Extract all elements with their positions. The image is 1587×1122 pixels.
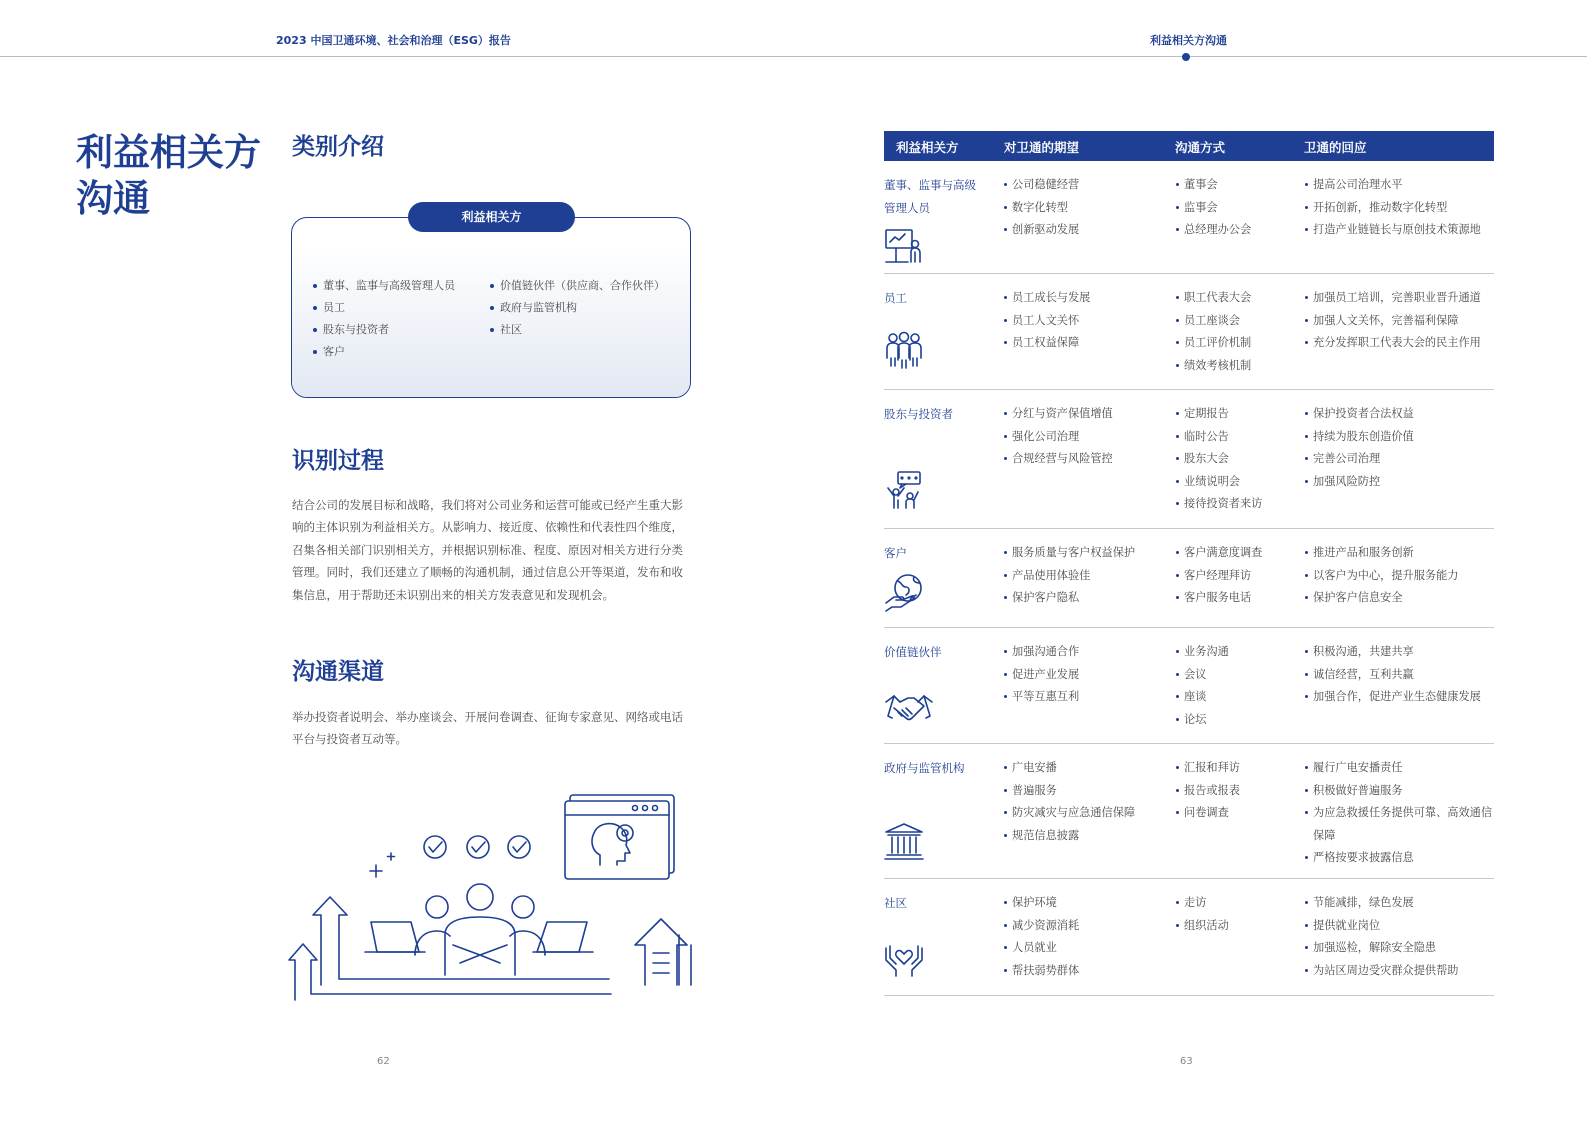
row-methods — [1176, 757, 1296, 825]
stakeholder-item: 价值链伙伴（供应商、合作伙伴） — [490, 275, 665, 297]
list-item: 定期报告 — [1176, 403, 1296, 426]
list-item: 员工座谈会 — [1176, 310, 1296, 333]
row-responses — [1305, 641, 1495, 709]
row-methods — [1176, 174, 1296, 242]
list-item: 提供就业岗位 — [1305, 915, 1495, 938]
row-responses — [1305, 403, 1495, 493]
list-item: 人员就业 — [1004, 937, 1169, 960]
list-item: 绩效考核机制 — [1176, 355, 1296, 378]
row-methods — [1176, 287, 1296, 377]
list-item: 以客户为中心，提升服务能力 — [1305, 565, 1495, 588]
list-item: 产品使用体验佳 — [1004, 565, 1169, 588]
investor-chat-icon — [884, 470, 924, 510]
list-item: 座谈 — [1176, 686, 1296, 709]
list-item: 节能减排，绿色发展 — [1305, 892, 1495, 915]
row-responses — [1305, 892, 1495, 982]
list-item: 组织活动 — [1176, 915, 1296, 938]
list-item: 走访 — [1176, 892, 1296, 915]
row-name-employees: 员工 — [884, 291, 907, 305]
row-divider — [884, 528, 1494, 529]
row-expectations — [1004, 892, 1169, 982]
list-item: 员工权益保障 — [1004, 332, 1169, 355]
handshake-icon — [884, 688, 934, 728]
list-item: 问卷调查 — [1176, 802, 1296, 825]
list-item: 接待投资者来访 — [1176, 493, 1296, 516]
list-item: 保护客户信息安全 — [1305, 587, 1495, 610]
table-header — [884, 131, 1494, 161]
row-name-shareholders: 股东与投资者 — [884, 407, 953, 421]
heart-hands-icon — [884, 938, 924, 978]
list-item: 帮扶弱势群体 — [1004, 960, 1169, 983]
header-divider — [0, 56, 1587, 57]
list-item: 保护投资者合法权益 — [1305, 403, 1495, 426]
row-methods — [1176, 892, 1296, 937]
list-item: 开拓创新，推动数字化转型 — [1305, 197, 1495, 220]
section-title: 利益相关方沟通 — [1150, 34, 1227, 47]
list-item: 减少资源消耗 — [1004, 915, 1169, 938]
list-item: 创新驱动发展 — [1004, 219, 1169, 242]
stakeholder-item: 社区 — [490, 319, 665, 341]
header-marker-dot — [1182, 53, 1190, 61]
list-item: 服务质量与客户权益保护 — [1004, 542, 1169, 565]
row-divider — [884, 878, 1494, 879]
list-item: 防灾减灾与应急通信保障 — [1004, 802, 1169, 825]
globe-hand-icon — [884, 573, 924, 613]
list-item: 加强风险防控 — [1305, 471, 1495, 494]
row-expectations — [1004, 542, 1169, 610]
row-expectations — [1004, 757, 1169, 847]
row-methods — [1176, 641, 1296, 731]
list-item: 加强人文关怀，完善福利保障 — [1305, 310, 1495, 333]
list-item: 持续为股东创造价值 — [1305, 426, 1495, 449]
list-item: 为站区周边受灾群众提供帮助 — [1305, 960, 1495, 983]
list-item: 业绩说明会 — [1176, 471, 1296, 494]
list-item: 总经理办公会 — [1176, 219, 1296, 242]
row-divider — [884, 743, 1494, 744]
list-item: 推进产品和服务创新 — [1305, 542, 1495, 565]
presentation-icon — [884, 226, 924, 266]
stakeholder-item: 客户 — [313, 341, 455, 363]
list-item: 员工人文关怀 — [1004, 310, 1169, 333]
list-item: 客户经理拜访 — [1176, 565, 1296, 588]
communication-illustration — [285, 785, 705, 1010]
list-item: 客户服务电话 — [1176, 587, 1296, 610]
channel-paragraph: 举办投资者说明会、举办座谈会、开展问卷调查、征询专家意见、网络或电话平台与投资者互动等。 — [292, 710, 683, 747]
stakeholder-item: 董事、监事与高级管理人员 — [313, 275, 455, 297]
row-responses — [1305, 542, 1495, 610]
stakeholder-item: 员工 — [313, 297, 455, 319]
row-expectations — [1004, 174, 1169, 242]
list-item: 促进产业发展 — [1004, 664, 1169, 687]
col-header-stakeholder: 利益相关方 — [896, 140, 959, 155]
row-divider — [884, 273, 1494, 274]
list-item: 汇报和拜访 — [1176, 757, 1296, 780]
stakeholder-item: 政府与监管机构 — [490, 297, 665, 319]
list-item: 保护环境 — [1004, 892, 1169, 915]
list-item: 监事会 — [1176, 197, 1296, 220]
row-responses — [1305, 174, 1495, 242]
list-item: 诚信经营，互利共赢 — [1305, 664, 1495, 687]
stakeholder-list-col1 — [313, 275, 455, 363]
section-heading-identify: 识别过程 — [292, 448, 384, 474]
list-item: 提高公司治理水平 — [1305, 174, 1495, 197]
row-divider — [884, 627, 1494, 628]
list-item: 员工评价机制 — [1176, 332, 1296, 355]
list-item: 加强沟通合作 — [1004, 641, 1169, 664]
row-name-community: 社区 — [884, 896, 907, 910]
list-item: 论坛 — [1176, 709, 1296, 732]
list-item: 员工成长与发展 — [1004, 287, 1169, 310]
row-methods — [1176, 403, 1296, 516]
list-item: 打造产业链链长与原创技术策源地 — [1305, 219, 1495, 242]
row-expectations — [1004, 287, 1169, 355]
stakeholder-list-col2 — [490, 275, 665, 341]
col-header-responses: 卫通的回应 — [1304, 140, 1367, 155]
list-item: 充分发挥职工代表大会的民主作用 — [1305, 332, 1495, 355]
list-item: 业务沟通 — [1176, 641, 1296, 664]
list-item: 严格按要求披露信息 — [1305, 847, 1495, 870]
list-item: 加强员工培训，完善职业晋升通道 — [1305, 287, 1495, 310]
page-title: 利益相关方沟通 — [76, 131, 261, 220]
stakeholder-item: 股东与投资者 — [313, 319, 455, 341]
list-item: 强化公司治理 — [1004, 426, 1169, 449]
row-divider — [884, 389, 1494, 390]
list-item: 加强合作，促进产业生态健康发展 — [1305, 686, 1495, 709]
row-divider — [884, 995, 1494, 996]
list-item: 股东大会 — [1176, 448, 1296, 471]
list-item: 报告或报表 — [1176, 780, 1296, 803]
row-name-government: 政府与监管机构 — [884, 761, 965, 775]
row-responses — [1305, 287, 1495, 355]
list-item: 广电安播 — [1004, 757, 1169, 780]
list-item: 规范信息披露 — [1004, 825, 1169, 848]
list-item: 保护客户隐私 — [1004, 587, 1169, 610]
section-heading-category: 类别介绍 — [292, 134, 384, 160]
list-item: 完善公司治理 — [1305, 448, 1495, 471]
government-building-icon — [884, 822, 924, 862]
row-name-management: 董事、监事与高级管理人员 — [884, 178, 976, 215]
row-methods — [1176, 542, 1296, 610]
team-icon — [884, 330, 924, 370]
list-item: 普遍服务 — [1004, 780, 1169, 803]
row-expectations — [1004, 641, 1169, 709]
list-item: 平等互惠互利 — [1004, 686, 1169, 709]
section-heading-channel: 沟通渠道 — [292, 659, 384, 685]
list-item: 积极沟通，共建共享 — [1305, 641, 1495, 664]
row-responses — [1305, 757, 1495, 870]
list-item: 合规经营与风险管控 — [1004, 448, 1169, 471]
row-name-customers: 客户 — [884, 546, 907, 560]
list-item: 临时公告 — [1176, 426, 1296, 449]
card-title-pill: 利益相关方 — [408, 202, 575, 232]
list-item: 加强巡检，解除安全隐患 — [1305, 937, 1495, 960]
col-header-expectations: 对卫通的期望 — [1004, 140, 1080, 155]
page-number-right: 63 — [1180, 1056, 1193, 1067]
list-item: 分红与资产保值增值 — [1004, 403, 1169, 426]
col-header-methods: 沟通方式 — [1175, 140, 1226, 155]
list-item: 客户满意度调查 — [1176, 542, 1296, 565]
list-item: 会议 — [1176, 664, 1296, 687]
list-item: 董事会 — [1176, 174, 1296, 197]
list-item: 积极做好普遍服务 — [1305, 780, 1495, 803]
list-item: 公司稳健经营 — [1004, 174, 1169, 197]
list-item: 为应急救援任务提供可靠、高效通信保障 — [1305, 802, 1495, 847]
list-item: 数字化转型 — [1004, 197, 1169, 220]
row-expectations — [1004, 403, 1169, 471]
identify-paragraph: 结合公司的发展目标和战略，我们将对公司业务和运营可能或已经产生重大影响的主体识别为利益相关方。从影响力、接近度、依赖性和代表性四个维度，召集各相关部门识别相关方，并根据识别标准、程度、原因对相关方进行分类管理。同时，我们还建立了顺畅的沟通机制，通过信息公开等渠道，发布和收集信息，用于帮助还未识别出来的相关方发表意见和发现机会。 — [292, 498, 683, 602]
list-item: 履行广电安播责任 — [1305, 757, 1495, 780]
row-name-partners: 价值链伙伴 — [884, 645, 942, 659]
page-number-left: 62 — [377, 1056, 390, 1067]
list-item: 职工代表大会 — [1176, 287, 1296, 310]
report-title: 2023 中国卫通环境、社会和治理（ESG）报告 — [276, 34, 511, 47]
